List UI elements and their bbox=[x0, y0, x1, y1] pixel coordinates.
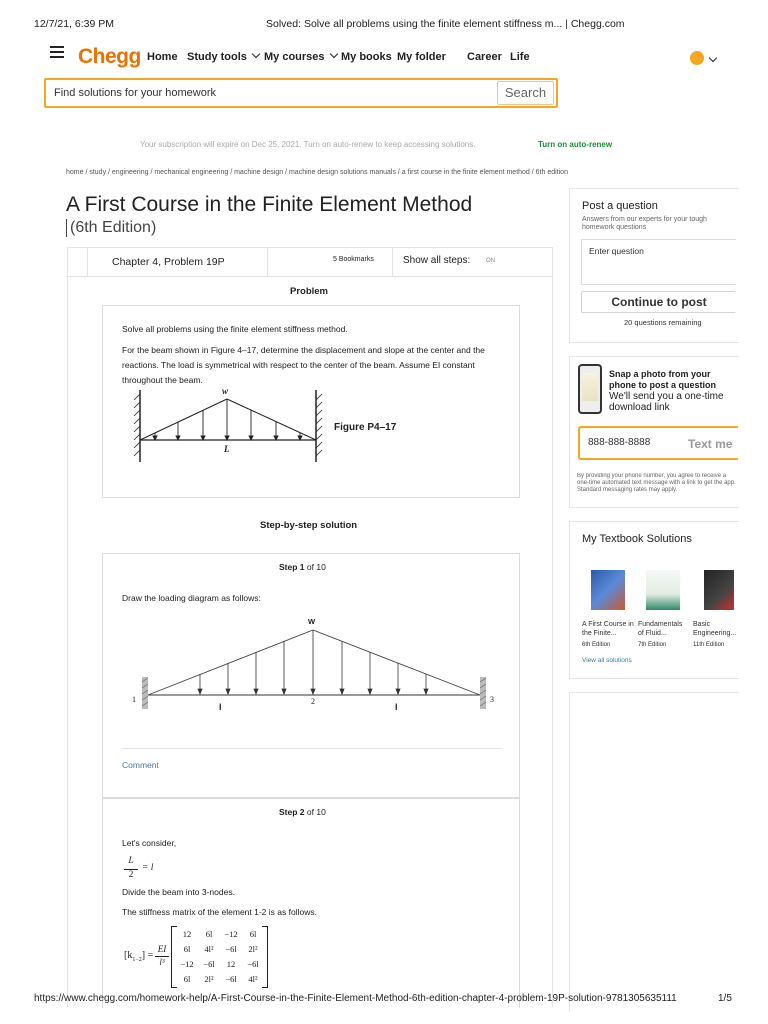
figure-length-label: L bbox=[224, 444, 230, 454]
figure-caption: Figure P4–17 bbox=[334, 422, 397, 433]
phone-icon bbox=[578, 364, 602, 414]
step-1-word: Step bbox=[279, 562, 298, 572]
problem-line-1: Solve all problems using the finite element stiffness method. bbox=[122, 324, 348, 334]
nav-career[interactable]: Career bbox=[467, 51, 502, 63]
ei-numerator: EI bbox=[157, 944, 167, 954]
nav-life[interactable]: Life bbox=[510, 51, 530, 63]
step-2-stiffness: The stiffness matrix of the element 1-2 is as follows. bbox=[122, 907, 317, 917]
matrix-cell: 12 bbox=[182, 929, 192, 939]
step-1-label bbox=[279, 562, 326, 572]
matrix-cell: −6l bbox=[225, 944, 237, 954]
stiffness-lhs-eq: ] = bbox=[141, 950, 154, 961]
show-all-steps-toggle[interactable]: ON bbox=[486, 258, 495, 264]
chapter-problem[interactable]: Chapter 4, Problem 19P bbox=[112, 256, 225, 268]
phone-input[interactable]: 888-888-8888 bbox=[588, 437, 651, 448]
step-2-label bbox=[279, 807, 326, 817]
figure-load-label: w bbox=[222, 386, 229, 396]
snap-photo-text: We'll send you a one-time download link bbox=[609, 391, 724, 413]
step-2-number: 2 bbox=[299, 807, 305, 817]
page-title: A First Course in the Finite Element Method bbox=[66, 193, 473, 216]
step-1-divider bbox=[122, 748, 502, 749]
textbook-cover-3[interactable] bbox=[704, 570, 734, 610]
step-1-text: Draw the loading diagram as follows: bbox=[122, 593, 261, 603]
sms-disclaimer: By providing your phone number, you agree to receive a one-time automated text message with a link to get the app. Standard messaging rates may apply. bbox=[577, 473, 736, 493]
matrix-cell: 6l bbox=[249, 929, 257, 939]
hamburger-menu-icon[interactable] bbox=[50, 46, 64, 58]
matrix-cell: 6l bbox=[183, 974, 191, 984]
ei-denominator: l³ bbox=[159, 957, 165, 967]
problem-bar-divider bbox=[267, 247, 268, 277]
diagram-node-2: 2 bbox=[311, 697, 315, 706]
nav-home[interactable]: Home bbox=[147, 51, 178, 63]
continue-to-post-button[interactable]: Continue to post bbox=[581, 291, 736, 313]
snap-photo-heading: Snap a photo from your phone to post a question bbox=[609, 369, 716, 390]
textbook-edition-3: 11th Edition bbox=[693, 642, 725, 648]
nav-study-tools-label: Study tools bbox=[187, 51, 247, 63]
print-datetime: 12/7/21, 6:39 PM bbox=[34, 18, 114, 30]
comment-link[interactable]: Comment bbox=[122, 760, 159, 770]
matrix-cell: 4l² bbox=[204, 944, 214, 954]
text-me-button[interactable]: Text me bbox=[688, 437, 733, 451]
textbook-cover-1[interactable] bbox=[591, 570, 625, 610]
diagram-node-1: 1 bbox=[132, 695, 136, 704]
fraction-numerator: L bbox=[128, 856, 134, 866]
chegg-logo[interactable]: Chegg bbox=[78, 45, 141, 68]
avatar[interactable] bbox=[690, 51, 704, 65]
auto-renew-link[interactable]: Turn on auto-renew bbox=[538, 140, 613, 149]
step-2-total: of 10 bbox=[306, 807, 326, 817]
matrix-cell: 2l² bbox=[248, 944, 258, 954]
solution-heading: Step-by-step solution bbox=[260, 520, 358, 531]
matrix-row bbox=[176, 972, 264, 987]
print-page-number: 1/5 bbox=[718, 993, 732, 1004]
post-question-subtitle: Answers from our experts for your tough homework questions bbox=[582, 216, 707, 231]
problem-bar-top bbox=[67, 247, 553, 248]
matrix-row bbox=[176, 957, 264, 972]
nav-my-books[interactable]: My books bbox=[341, 51, 392, 63]
diagram-length-2: l bbox=[395, 702, 398, 712]
nav-my-courses-label: My courses bbox=[264, 51, 325, 63]
search-button[interactable]: Search bbox=[497, 81, 554, 105]
stiffness-lhs bbox=[124, 950, 153, 963]
problem-line-2: For the beam shown in Figure 4–17, determine the displacement and slope at the center and the reactions. The load is symmetrical with respect to the center of the beam. Assume EI constant throughout the beam. bbox=[122, 345, 485, 385]
chevron-down-icon bbox=[329, 50, 337, 58]
matrix-cell: −12 bbox=[180, 959, 194, 969]
matrix-cell: 12 bbox=[226, 959, 236, 969]
textbook-edition-2: 7th Edition bbox=[638, 642, 667, 648]
textbook-title-3[interactable]: Basic Engineering... bbox=[693, 621, 737, 637]
step-1-number: 1 bbox=[299, 562, 305, 572]
book-edition: (6th Edition) bbox=[66, 219, 156, 237]
stiffness-lhs-k: [k bbox=[124, 950, 133, 961]
step-2-consider: Let's consider, bbox=[122, 838, 177, 848]
matrix-cell: −12 bbox=[224, 929, 238, 939]
textbook-cover-2[interactable] bbox=[646, 570, 680, 610]
matrix-row bbox=[176, 942, 264, 957]
avatar-menu[interactable] bbox=[704, 51, 716, 69]
stiffness-matrix bbox=[176, 927, 264, 987]
step-2-box bbox=[102, 798, 520, 1008]
show-all-steps-label: Show all steps: bbox=[403, 255, 471, 266]
problem-bar-bottom bbox=[67, 276, 553, 277]
step-2-word: Step bbox=[279, 807, 298, 817]
matrix-cell: 4l² bbox=[248, 974, 258, 984]
content-left-border bbox=[67, 247, 68, 1007]
print-url: https://www.chegg.com/homework-help/A-First-Course-in-the-Finite-Element-Method-6th-edition-chapter-4-problem-19P-solution-9781305635111 bbox=[34, 993, 677, 1004]
content-right-border bbox=[552, 247, 553, 1007]
post-question-title: Post a question bbox=[582, 200, 658, 212]
bookmarks-count[interactable]: 5 Bookmarks bbox=[333, 256, 374, 263]
loading-diagram bbox=[136, 622, 494, 718]
questions-remaining: 20 questions remaining bbox=[624, 318, 702, 327]
problem-figure bbox=[130, 386, 330, 462]
step-1-total: of 10 bbox=[306, 562, 326, 572]
fraction-denominator: 2 bbox=[128, 870, 134, 880]
matrix-cell: −6l bbox=[203, 959, 215, 969]
breadcrumb[interactable]: home / study / engineering / mechanical engineering / machine design / machine design solutions manuals / a first course in the finite element method / 6th edition bbox=[66, 169, 568, 176]
view-all-solutions-link[interactable]: View all solutions bbox=[582, 657, 632, 664]
search-input[interactable]: Find solutions for your homework bbox=[54, 87, 217, 99]
problem-bar-divider bbox=[87, 247, 88, 277]
matrix-cell: 6l bbox=[183, 944, 191, 954]
diagram-load-label: W bbox=[308, 617, 316, 626]
question-input[interactable]: Enter question bbox=[589, 246, 644, 256]
textbook-edition-1: 6th Edition bbox=[582, 642, 611, 648]
matrix-cell: 6l bbox=[205, 929, 213, 939]
matrix-cell: 2l² bbox=[204, 974, 214, 984]
nav-study-tools[interactable] bbox=[187, 51, 259, 63]
matrix-cell: −6l bbox=[247, 959, 259, 969]
textbook-title-1[interactable]: A First Course in the Finite... bbox=[582, 621, 634, 637]
nav-my-courses[interactable] bbox=[264, 51, 337, 63]
stiffness-lhs-sub: 1−2 bbox=[132, 957, 142, 963]
chevron-down-icon bbox=[252, 50, 260, 58]
diagram-length-1: l bbox=[219, 702, 222, 712]
textbook-solutions-title: My Textbook Solutions bbox=[582, 533, 692, 545]
chevron-down-icon bbox=[709, 54, 717, 62]
print-page-title: Solved: Solve all problems using the finite element stiffness m... | Chegg.com bbox=[266, 18, 625, 30]
diagram-node-3: 3 bbox=[490, 695, 494, 704]
matrix-row bbox=[176, 927, 264, 942]
problem-heading: Problem bbox=[290, 286, 329, 297]
textbook-title-2[interactable]: Fundamentals of Fluid... bbox=[638, 621, 683, 637]
sidebar-ad-slot bbox=[569, 692, 739, 1012]
problem-bar-divider bbox=[392, 247, 393, 277]
subscription-banner-text: Your subscription will expire on Dec 25, 2021. Turn on auto-renew to keep accessing solutions. bbox=[140, 140, 476, 149]
nav-my-folder[interactable]: My folder bbox=[397, 51, 446, 63]
step-2-divide: Divide the beam into 3-nodes. bbox=[122, 887, 235, 897]
matrix-cell: −6l bbox=[225, 974, 237, 984]
fraction-equals: = l bbox=[142, 863, 154, 873]
